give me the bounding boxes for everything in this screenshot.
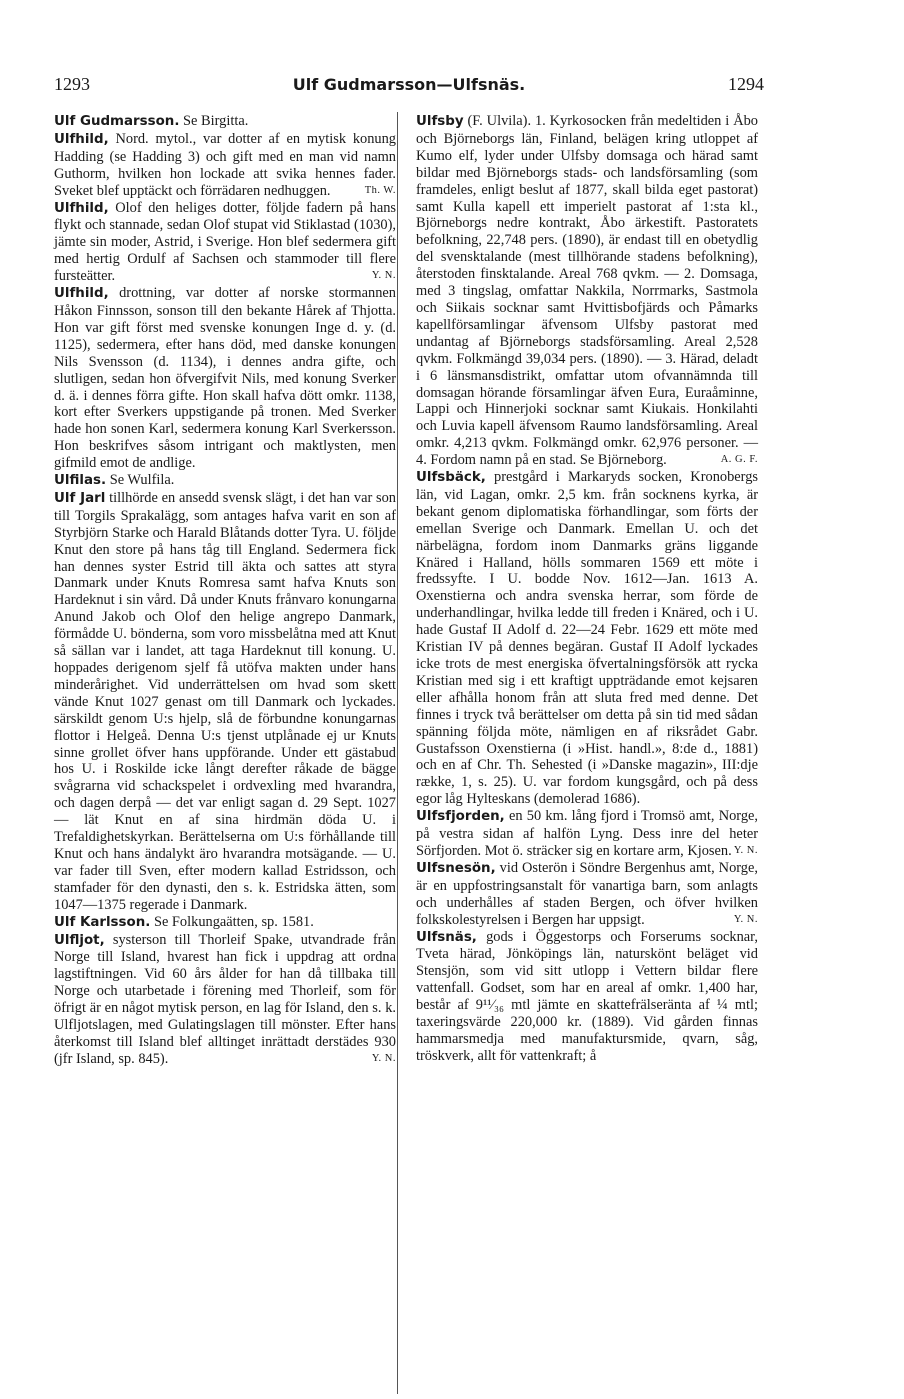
entry-text: gods i Öggestorps och Forserums socknar, Tveta härad, Jönköpings län, naturskönt beläget vid Stensjön, som vid sitt utlopp i Vettern bildar flere vattenfall. Godset, som har en areal af omkr. 1,400 har, består af 9¹¹⁄₃₆ mtl jämte en skattefrälseränta af ¼ mtl; taxeringsvärde 220,000 kr. (1889). Vid gården finnas hammarsmedja med manufaktursmide, qvarn, såg, tröskverk, allt för vattenkraft; å [416, 928, 758, 1064]
entry-headword: Ulfsnesön, [416, 860, 496, 876]
entry [54, 113, 396, 131]
running-title: Ulf Gudmarsson—Ulfsnäs. [292, 75, 526, 94]
page-number-right: 1294 [728, 74, 764, 94]
entry [54, 914, 396, 932]
entry [416, 860, 758, 929]
entry-headword: Ulfilas. [54, 473, 107, 489]
entry [416, 808, 758, 860]
entry [54, 490, 396, 914]
entry-text: Se Folkungaätten, sp. 1581. [153, 913, 314, 930]
author-signature: A. G. F. [720, 454, 758, 466]
entry-headword: Ulf Karlsson. [54, 914, 151, 930]
entry-text: Nord. mytol., var dotter af en mytisk konung Hadding (se Hadding 3) och gift med en man vid namn Guthorm, hvilken hon lockade att svika hennes fader. Sveket blef upptäckt och förrädaren nedhuggen. [54, 130, 396, 199]
author-signature: Y. N. [371, 270, 396, 282]
entry-headword: Ulfhild, [54, 286, 109, 302]
page-number-left: 1293 [54, 74, 90, 94]
entry-text: Olof den heliges dotter, följde fadern på hans flykt och stannade, sedan Olof stupat vid Stiklastad (1030), jämte sin moder, Astrid, i Sverige. Hon blef sedermera gift med hertig Ordulf af Sachsen och stammoder till flere fursteätter. [54, 199, 396, 285]
author-signature: Y. N. [733, 913, 758, 925]
entry-headword: Ulfljot, [54, 932, 105, 948]
column-left [54, 113, 396, 1068]
entry [54, 932, 396, 1068]
page-header [54, 74, 764, 96]
entry-headword: Ulfsby [416, 114, 464, 129]
entry-text: drottning, var dotter af norske stormannen Håkon Finnsson, sonson till den bekante Hårek af Thjotta. Hon var gift först med svenske konungen Inge d. y. (d. 1125), sedermera, efter hans död, med danske konungen Nils Svensson (d. 1134), i dennes andra gifte, och slutligen, sedan hon öfvergifvit Nils, med konung Sverker d. ä. i dennes förra gifte. Hon skall hafva dött omkr. 1138, kort efter Sverkers uppstigande på tronen. Med Sverker hade hon sonen Karl, sedermera konung Karl Sverkersson. Hon beskrifves såsom intrigant och maktlysten, men gifmild emot de andlige. [54, 285, 396, 472]
entry-text: Se Birgitta. [183, 113, 249, 129]
entry-text: vid Osterön i Söndre Bergenhus amt, Norge, är en uppfostringsanstalt för vanartiga barn, som anlagts och underhålles af staden Bergen, och öfver hvilken folkskolestyrelsen i Bergen har uppsigt. [416, 859, 758, 928]
entry [54, 472, 396, 490]
author-signature: Th. W. [364, 184, 396, 196]
entry [416, 929, 758, 1065]
entry [416, 113, 758, 469]
entry-text: prestgård i Markaryds socken, Kronobergs län, vid Lagan, omkr. 2,5 km. från socknens kyrka, är bekant genom diplomatiska förhandlingar, som förts der emellan Sverige och Danmark. Emellan U. och det närbelägna, fordom inom Danmarks gräns liggande Knäred i Halland, hölls sommaren 1569 ett möte i fredssyfte. I U. bodde Nov. 1612—Jan. 1613 A. Oxenstierna och andra svenska herrar, som förde de underhandlingar, hvilka ledde till freden i Knäred, och i U. hade Gustaf II Adolf d. 22—24 Febr. 1629 ett möte med Kristian IV på dennes begäran. Gustaf II Adolf lyckades icke trots de mest energiska öfvertalningsförsök att rycka Kristian med sig i ett kraftigt uppträdande emot kejsaren eller afhålla honom från att sluta fred med denne. Det finnes i tryck två berättelser om detta på sin tid med sådan spänning följda möte, nämligen en af riksrådet Gabr. Gustafsson Oxenstierna (i »Hist. handl.», 8:de d., 1881) och en af Chr. Th. Sehested (i »Danske magazin», III:dje række, 1, s. 25). U. var fordom kungsgård, och på dess egor låg Hylteskans (demolerad 1686). [416, 469, 758, 808]
entry-headword: Ulf Gudmarsson. [54, 114, 180, 129]
entry-headword: Ulfsnäs, [416, 929, 477, 945]
entry-text: en 50 km. lång fjord i Tromsö amt, Norge, på vestra sidan af halfön Lyng. Dess inre del heter Sörfjorden. Mot ö. sträcker sig en kortare arm, Kjosen. [416, 808, 758, 859]
author-signature: Y. N. [371, 1052, 396, 1064]
entry [54, 200, 396, 286]
entry [54, 285, 396, 472]
entry [54, 131, 396, 200]
column-right [416, 113, 758, 1065]
entry-headword: Ulfsfjorden, [416, 809, 505, 825]
column-divider [397, 112, 398, 1394]
entry-text: (F. Ulvila). 1. Kyrkosocken från medeltiden i Åbo och Björneborgs län, Finland, belägen kring utloppet af Kumo elf, lyder under Ulfsby domsaga och härad samt bildar med Björneborgs stads- och landsförsamling (som framdeles, enligt beslut af 1877, skall bilda eget pastorat) samt Kulla kapell ett imperielt pastorat af 1:sta kl., Björneborgs nedre kontrakt, Åbo ärkestift. Pastoratets befolkning, 22,748 pers. (1890), är endast till en obetydlig del svensktalande (mest tillhörande stadens befolkning), återstoden finsktalande. Areal 768 qvkm. — 2. Domsaga, med 3 tingslag, omfattar Nakkila, Norrmarks, Sastmola och Siikais socknar samt Hvittisbofjärds och Påmarks kapellförsamlingar äfvensom Ulfsby pastorat med undantag af Björneborgs stadsförsamling. Areal 2,528 qvkm. Folkmängd 39,034 pers. (1890). — 3. Härad, deladt i 6 länsmansdistrikt, omfattar utom ofvannämnda till domsagan hörande församlingar äfven Eura, Euraåminne, Lappi och Hinnerjoki socknar samt Kiukais. Honkilahti och Luvia kapell äfvensom Raumo landsförsamling. Areal omkr. 4,213 qvkm. Folkmängd omkr. 62,976 personer. — 4. Fordom namn på en stad. Se Björneborg. [416, 113, 758, 469]
entry [416, 469, 758, 808]
entry-text: tillhörde en ansedd svensk slägt, i det han var son till Torgils Sprakalägg, som antages hafva varit en son af Styrbjörn Starke och Harald Blåtands dotter Tyra. U. följde Knut den store på hans tåg till England. Sedermera fick han dennes syster Estrid till äkta och sattes att styra Danmark under Knuts Romresa samt hafva Knuts son Hardeknut i sin vård. Då under Knuts frånvaro konungarna Anund Jakob och Olof den helige angrepo Danmark, förmådde U. bönderna, som voro missbelåtna med att Knut så sällan var i landet, att taga Hardeknut till konung. U. hoppades derigenom sjelf få utöfva makten under hans minderårighet. Vid underrättelsen om hvad som skett vände Knut 1027 genast om till Danmark och lyckades. särskildt genom U:s hjelp, slå de förbundne konungarnas flottor i Helgeå. Denna U:s tjenst utplånade ej ur Knuts sinne grollet öfver hans uppförande. Under ett gästabud hos U. i Roskilde icke långt derefter råkade de bägge svågrarna vid schackspelet i ordvexling med hvarandra, och dagen derpå — det var enligt sagan d. 29 Sept. 1027 — lät Knut en af sina hirdmän döda U. i Trefaldighetskyrkan. Berättelserna om U:s förhållande till Knut och hans ändalykt äro hvarandra motsägande. — U. var fader till Sven, efter modern kallad Estridsson, och stamfader för den dynasti, den s. k. Estridska ätten, som 1047—1375 regerade i Danmark. [54, 489, 396, 913]
entry-headword: Ulfhild, [54, 131, 109, 147]
entry-headword: Ulfhild, [54, 200, 109, 216]
entry-text: systerson till Thorleif Spake, utvandrade från Norge till Island, hvarest han fick i uppdrag att ordna lagstiftningen. Vid 60 års ålder for han då tillbaka till Norge och utarbetade i förening med Thorleif, som för öfrigt är en något mytisk person, en lag för Island, den s. k. Ulfljotslagen, med Gulatingslagen till mönster. Efter hans återkomst till Island blef alltinget inrättadt derstädes 930 (jfr Island, sp. 845). [54, 931, 396, 1067]
entry-text: Se Wulfila. [109, 472, 175, 489]
entry-headword: Ulf Jarl [54, 490, 106, 506]
entry-headword: Ulfsbäck, [416, 470, 486, 486]
author-signature: Y. N. [733, 844, 758, 856]
